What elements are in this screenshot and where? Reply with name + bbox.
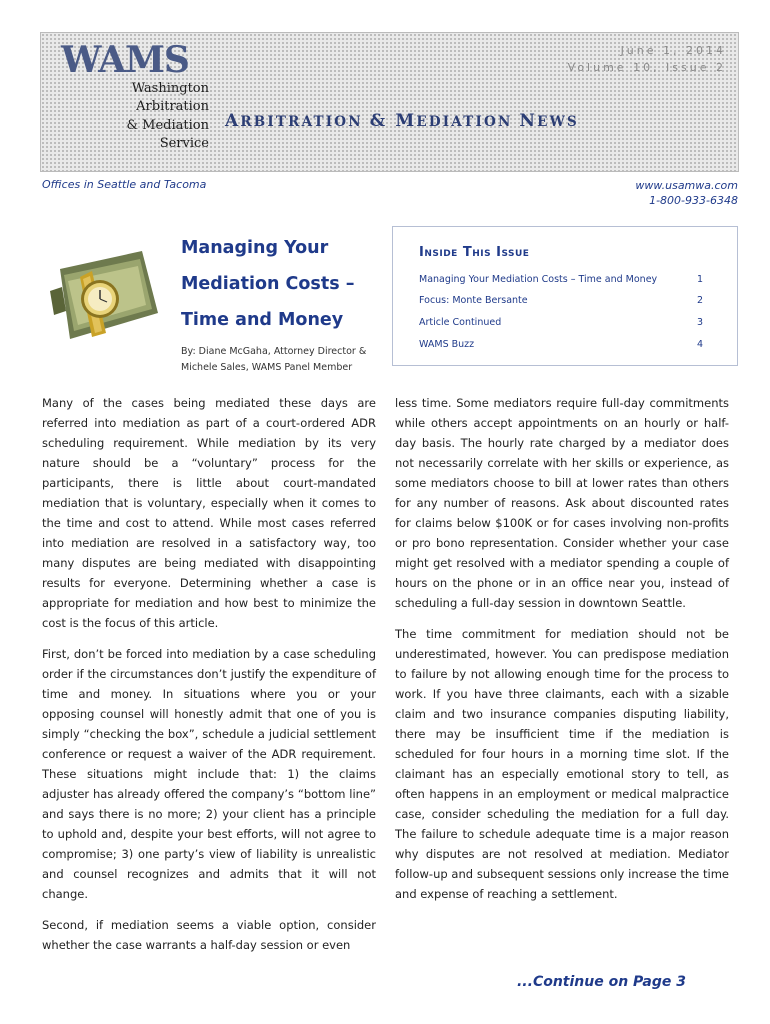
continue-link[interactable]: ...Continue on Page 3	[516, 974, 686, 990]
issue-info	[568, 42, 726, 76]
newsletter-title-ediation: EDIATION	[416, 114, 520, 130]
logo-line-2: Arbitration	[136, 99, 209, 114]
toc-item[interactable]	[419, 339, 703, 350]
masthead	[40, 32, 739, 172]
inside-this-issue-box	[392, 226, 738, 366]
logo-line-1: Washington	[131, 81, 209, 96]
byline-line-1: By: Diane McGaha, Attorney Director &	[181, 346, 367, 357]
toc-item-page: 3	[696, 317, 703, 328]
toc-item-page: 4	[696, 339, 703, 350]
toc-item[interactable]	[419, 295, 703, 306]
article-paragraph: First, don’t be forced into mediation by a case scheduling order if the circumstances don’t justify the expenditure of time and money. In situations where you or your opposing counsel will honestly admit that one of you is simply “checking the box”, schedule a judicial settlement conference or request a waiver of the ADR requirement. These situations might include that: 1) the claims adjuster has already offered the company’s “bottom line” and says there is no more; 2) your client has a principle to uphold and, despite your best efforts, will not agree to compromise; 3) one party’s view of liability is unrealistic and counsel recognizes and admits that it will not change.	[42, 647, 376, 901]
article-column-right	[395, 393, 729, 915]
newsletter-title-a: A	[225, 111, 241, 131]
wams-logo	[59, 39, 209, 164]
article-paragraph: The time commitment for mediation should not be underestimated, however. You can predispose mediation to failure by not allowing enough time for the process to work. If you have three claimants, each with a sizable claim and two insurance companies disputing liability, there may be insufficient time if the mediation is scheduled for four hours in a morning time slot. If the claimant has an especially emotional story to tell, as often happens in an employment or medical malpractice case, consider scheduling the mediation for a full day. The failure to schedule adequate time is a major reason why disputes are not resolved at mediation. Mediator follow-up and subsequent sessions only increase the time and expense of reaching a settlement.	[395, 627, 729, 901]
toc-item[interactable]	[419, 274, 703, 285]
newsletter-title-ews: EWS	[537, 114, 579, 130]
toc-item[interactable]	[419, 317, 703, 328]
watch-money-photo	[40, 241, 170, 351]
toc-item-label: Focus: Monte Bersante	[419, 295, 528, 306]
issue-date: June 1, 2014	[620, 44, 726, 57]
issue-volume: Volume 10, Issue 2	[567, 61, 726, 74]
headline-line-1: Managing Your	[181, 238, 329, 258]
inside-this-issue-title: Inside This Issue	[419, 245, 530, 260]
offices-text: Offices in Seattle and Tacoma	[42, 178, 207, 191]
article-headline	[181, 230, 354, 338]
toc-item-page: 2	[696, 295, 703, 306]
article-paragraph: Second, if mediation seems a viable option, consider whether the case warrants a half-day session or even	[42, 918, 376, 952]
newsletter-title	[225, 111, 579, 131]
byline-line-2: Michele Sales, WAMS Panel Member	[181, 362, 353, 373]
logo-line-3: & Mediation	[126, 118, 209, 133]
article-paragraph: less time. Some mediators require full-day commitments while others accept appointments on an hourly or half-day basis. The hourly rate charged by a mediator does not necessarily correlate with her skills or experience, as some mediators choose to bill at lower rates than others for any number of reasons. Ask about discounted rates for claims below $100K or for cases involving non-profits or pro bono representation. Consider whether your case might get resolved with a mediator spending a couple of hours on the phone or in an office near you, instead of scheduling a full-day session in downtown Seattle.	[395, 396, 729, 610]
headline-line-3: Time and Money	[181, 310, 344, 330]
toc-item-label: WAMS Buzz	[419, 339, 475, 350]
phone-number: 1-800-933-6348	[649, 194, 738, 207]
article-column-left	[42, 393, 376, 966]
logo-line-4: Service	[159, 136, 209, 151]
toc-item-page: 1	[696, 274, 703, 285]
newsletter-title-n: N	[519, 111, 538, 131]
article-byline	[181, 344, 366, 376]
newsletter-title-amp: & M	[369, 111, 417, 131]
article-paragraph: Many of the cases being mediated these days are referred into mediation as part of a court-ordered ADR scheduling requirement. While mediation by its very nature should be a “voluntary” process for the participants, there is little about court-mandated mediation that is voluntary, especially when it comes to the time and cost to attend. While most cases referred into mediation are resolved in a satisfactory way, too many disputes are being mediated with disappointing results for everyone. Determining whether a case is appropriate for mediation and how best to minimize the cost is the focus of this article.	[42, 396, 376, 630]
website-link[interactable]: www.usamwa.com	[635, 179, 738, 192]
headline-line-2: Mediation Costs –	[181, 274, 355, 294]
logo-acronym: WAMS	[61, 39, 189, 81]
contact-info	[635, 178, 738, 208]
newsletter-title-rbitration: RBITRATION	[240, 114, 370, 130]
toc-item-label: Managing Your Mediation Costs – Time and Money	[419, 274, 658, 285]
toc-item-label: Article Continued	[419, 317, 502, 328]
